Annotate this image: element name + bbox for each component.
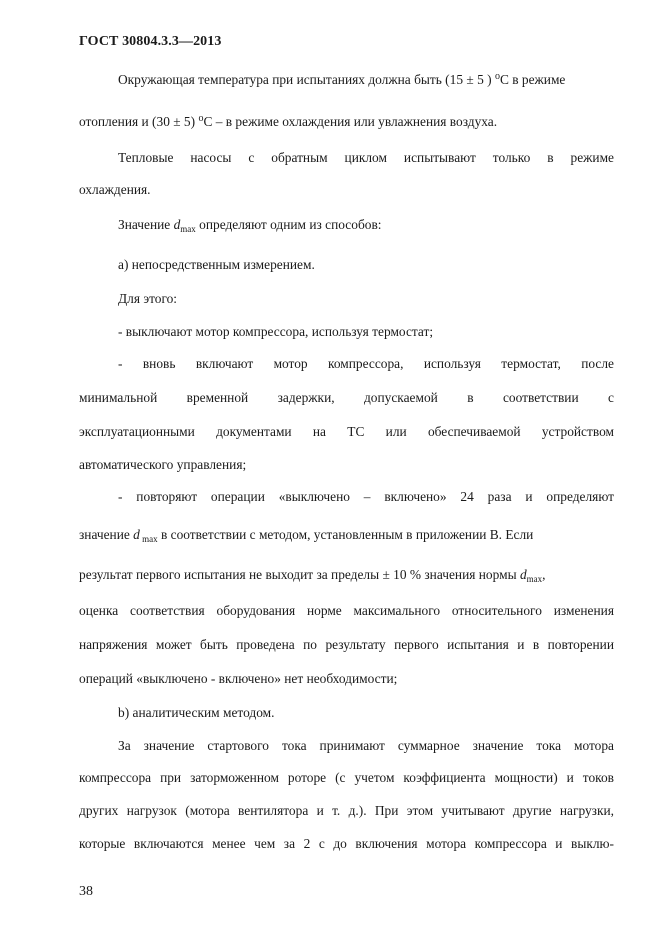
text-line: За значение стартового тока принимают суммарное значение тока мотора [118, 738, 614, 753]
text-segment: результат первого испытания не выходит за пределы ± 10 % значения нормы [79, 567, 520, 582]
variable-subscript: max [526, 574, 543, 584]
degree-sign: о [494, 71, 500, 82]
text-line: других нагрузок (мотора вентилятора и т. д.). При этом учитывают другие нагрузки, [79, 803, 614, 818]
document-header: ГОСТ 30804.3.3—2013 [79, 34, 222, 49]
text-line [79, 567, 614, 587]
text-segment: , [542, 567, 546, 582]
text-line: которые включаются менее чем за 2 с до включения мотора компрессора и выклю- [79, 836, 614, 851]
text-segment: Окружающая температура при испытаниях должна быть (15 ± 5 ) [118, 72, 495, 87]
text-line: минимальной временной задержки, допускаемой в соответствии с [79, 390, 614, 405]
text-line: b) аналитическим методом. [118, 705, 275, 720]
text-line: компрессора при заторможенном роторе (с учетом коэффициента мощности) и токов [79, 770, 614, 785]
text-line: напряжения может быть проведена по результату первого испытания и в повторении [79, 637, 614, 652]
variable-d: d [133, 527, 140, 542]
degree-sign: о [198, 113, 204, 124]
variable-d: d [173, 217, 181, 232]
text-segment: Значение [118, 217, 174, 232]
text-line: эксплуатационными документами на ТС или обеспечиваемой устройством [79, 424, 614, 439]
text-segment: значение [79, 527, 134, 542]
text-line: охлаждения. [79, 182, 151, 197]
text-segment: в соответствии с методом, установленным в приложении В. Если [157, 527, 534, 542]
text-line: оценка соответствия оборудования норме максимального относительного изменения [79, 603, 614, 618]
text-line: - повторяют операции «выключено – включено» 24 раза и определяют [118, 489, 614, 504]
variable-d: d [519, 567, 527, 582]
text-segment: определяют одним из способов: [195, 217, 382, 232]
variable-subscript: max [139, 534, 158, 544]
text-line [79, 527, 614, 547]
text-line: - вновь включают мотор компрессора, используя термостат, после [118, 356, 614, 371]
text-line [79, 111, 614, 130]
page-number: 38 [79, 884, 93, 899]
text-line: автоматического управления; [79, 457, 247, 472]
text-line: Для этого: [118, 291, 178, 306]
text-line [118, 217, 614, 237]
text-line: - выключают мотор компрессора, используя термостат; [118, 324, 434, 339]
text-line: операций «выключено - включено» нет необходимости; [79, 671, 398, 686]
text-segment: С – в режиме охлаждения или увлажнения воздуха. [203, 114, 498, 129]
text-line: а) непосредственным измерением. [118, 257, 315, 272]
text-segment: отопления и (30 ± 5) [79, 114, 199, 129]
text-line [118, 69, 614, 88]
text-segment: С в режиме [499, 72, 566, 87]
variable-subscript: max [180, 224, 196, 234]
text-line: Тепловые насосы с обратным циклом испытывают только в режиме [118, 150, 614, 165]
